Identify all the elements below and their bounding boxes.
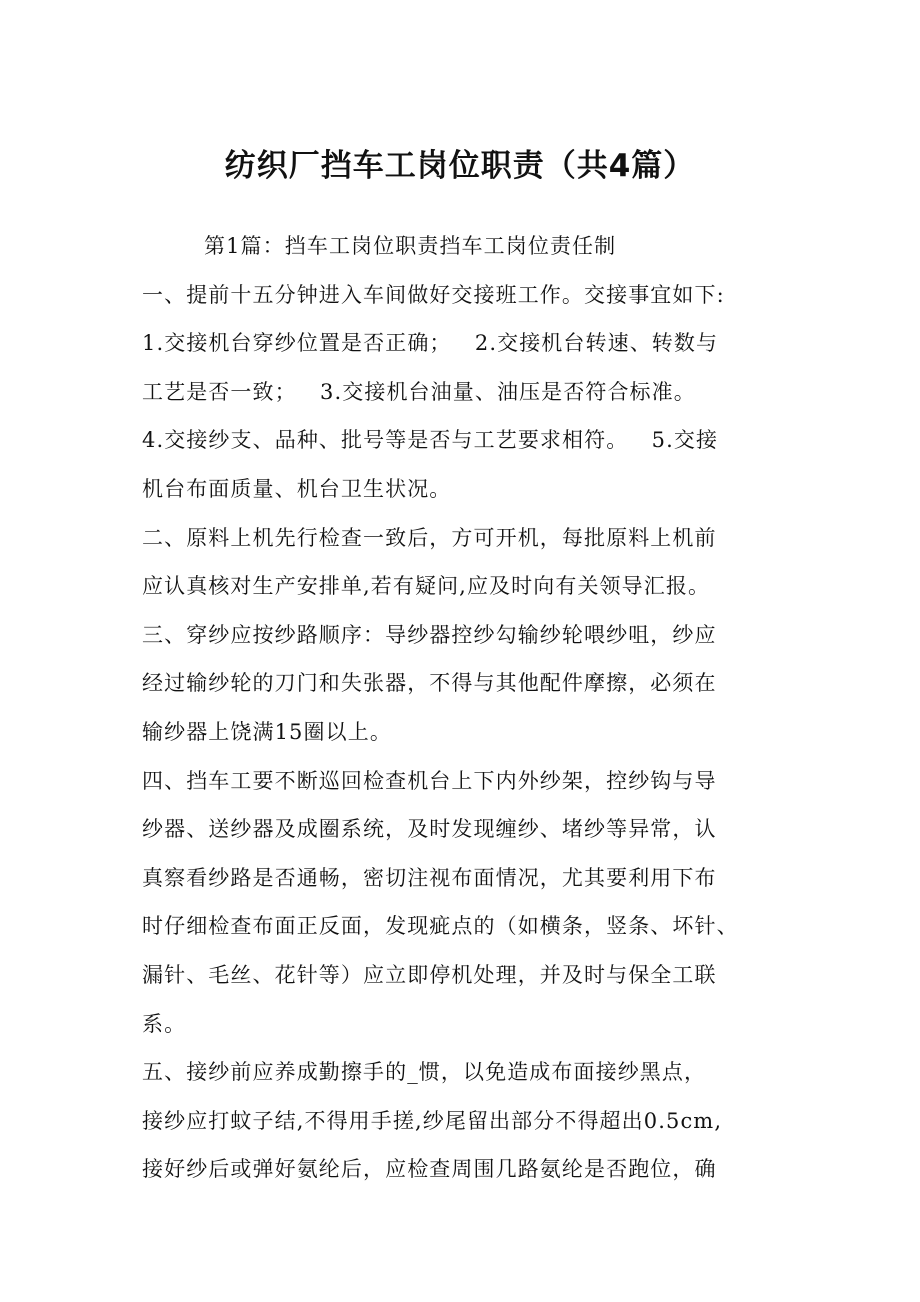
paragraph-line: 1.交接机台穿纱位置是否正确； 2.交接机台转速、转数与 (142, 331, 719, 356)
paragraph-line: 接纱应打蚊子结,不得用手搓,纱尾留出部分不得超出0.5cm, (142, 1108, 723, 1133)
paragraph-line: 输纱器上饶满15圈以上。 (142, 719, 392, 744)
chapter-subtitle: 第1篇：挡车工岗位职责挡车工岗位责任制 (204, 234, 617, 258)
paragraph-line: 五、接纱前应养成勤擦手的_惯，以免造成布面接纱黑点， (142, 1060, 707, 1085)
document-title: 纺织厂挡车工岗位职责（共4篇） (224, 148, 696, 184)
paragraph-line: 机台布面质量、机台卫生状况。 (142, 476, 452, 501)
paragraph-line: 真察看纱路是否通畅，密切注视布面情况，尤其要利用下布 (142, 865, 717, 890)
paragraph-line: 纱器、送纱器及成圈系统，及时发现缠纱、堵纱等异常，认 (142, 817, 717, 842)
paragraph-line: 接好纱后或弹好氨纶后，应检查周围几路氨纶是否跑位，确 (142, 1157, 717, 1182)
paragraph-line: 工艺是否一致； 3.交接机台油量、油压是否符合标准。 (142, 379, 696, 404)
paragraph-line: 应认真核对生产安排单,若有疑问,应及时向有关领导汇报。 (142, 574, 711, 599)
paragraph-line: 经过输纱轮的刀门和失张器，不得与其他配件摩擦，必须在 (142, 671, 717, 696)
paragraph-line: 一、提前十五分钟进入车间做好交接班工作。交接事宜如下: (142, 282, 725, 307)
paragraph-line: 二、原料上机先行检查一致后，方可开机，每批原料上机前 (142, 525, 717, 550)
paragraph-line: 4.交接纱支、品种、批号等是否与工艺要求相符。 5.交接 (142, 428, 719, 453)
paragraph-line: 四、挡车工要不断巡回检查机台上下内外纱架，控纱钩与导 (142, 768, 717, 793)
paragraph-line: 漏针、毛丝、花针等）应立即停机处理，并及时与保全工联 (142, 962, 717, 987)
document-body (142, 222, 782, 1194)
paragraph-line: 系。 (142, 1011, 187, 1036)
paragraph-line: 时仔细检查布面正反面，发现疵点的（如横条，竖条、坏针、 (142, 914, 739, 939)
paragraph-line: 三、穿纱应按纱路顺序：导纱器控纱勾输纱轮喂纱咀，纱应 (142, 622, 717, 647)
